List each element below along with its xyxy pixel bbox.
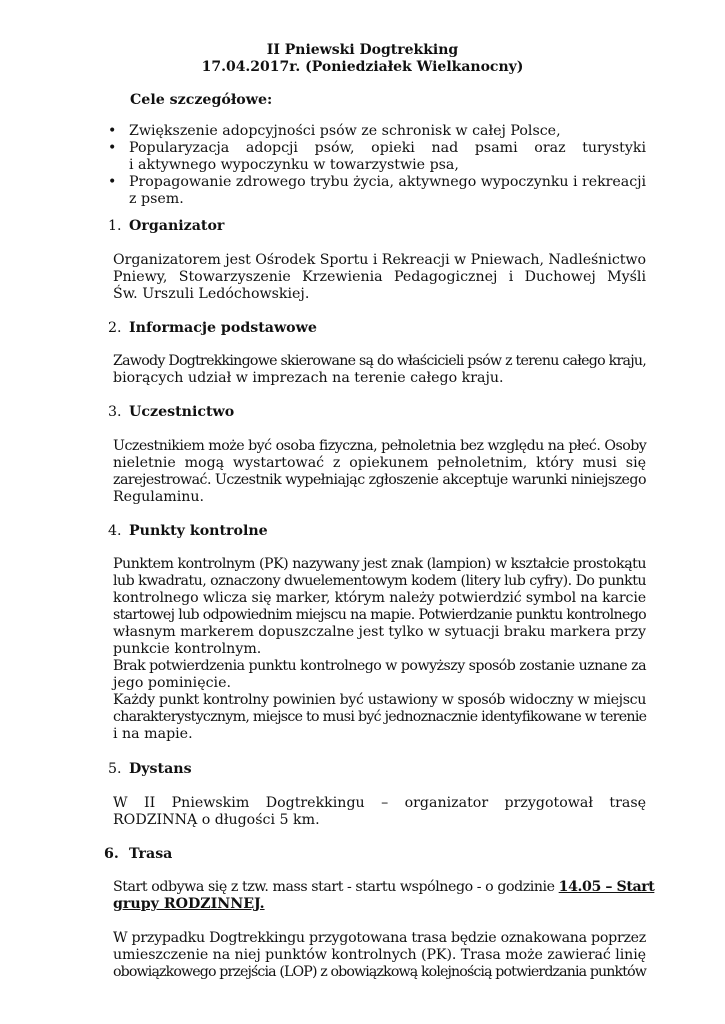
list-item: • Zwiększenie adopcyjności psów ze schronisk w całej Polsce,	[108, 123, 561, 139]
goals-heading: Cele szczegółowe:	[130, 92, 273, 108]
section-body-organizator: Organizatorem jest Ośrodek Sportu i Rekreacji w Pniewach, Nadleśnictwo Pniewy, Stowarzyszenie Krzewienia Pedagogicznej i Duchowej Myśli Św. Urszuli Ledóchowskiej.	[113, 252, 646, 302]
bullet-icon: •	[108, 174, 117, 190]
section-heading-informacje: 2. Informacje podstawowe	[108, 320, 317, 336]
bullet-icon: •	[108, 123, 117, 139]
document-subtitle: 17.04.2017r. (Poniedziałek Wielkanocny)	[201, 59, 524, 75]
section-heading-dystans: 5. Dystans	[108, 761, 192, 777]
section-body-punkty: Punktem kontrolnym (PK) nazywany jest znak (lampion) w kształcie prostokątu lub kwadratu, oznaczony dwuelementowym kodem (litery lub cyfry). Do punktu kontrolnego wlicza się marker, którym należy potwierdzić symbol na karcie startowej lub odpowiednim miejscu na mapie. Potwierdzanie punktu kontrolnego własnym markerem dopuszczalne jest tylko w sytuacji braku markera przy punkcie kontrolnym. Brak potwierdzenia punktu kontrolnego w powyższy sposób zostanie uznane za jego pominięcie. Każdy punkt kontrolny powinien być ustawiony w sposób widoczny w miejscu charakterystycznym, miejsce to musi być jednoznacznie identyfikowane w terenie i na mapie.	[113, 556, 647, 742]
document-title: II Pniewski Dogtrekking	[266, 42, 459, 58]
goals-list	[108, 123, 646, 208]
section-body-trasa: W przypadku Dogtrekkingu przygotowana trasa będzie oznakowana poprzez umieszczenie na niej punktów kontrolnych (PK). Trasa może zawierać linię obowiązkowego przejścia (LOP) z obowiązkową kolejnością potwierdzania punktów	[113, 930, 646, 980]
section-heading-organizator: 1. Organizator	[108, 218, 225, 234]
section-body-informacje: Zawody Dogtrekkingowe skierowane są do właścicieli psów z terenu całego kraju, biorących udział w imprezach na terenie całego kraju.	[113, 353, 646, 386]
section-body-dystans: W II Pniewskim Dogtrekkingu – organizator przygotował trasę RODZINNĄ o długości 5 km.	[113, 795, 646, 828]
start-group: grupy RODZINNEJ.	[113, 896, 265, 912]
start-time: 14.05 – Start	[558, 879, 655, 895]
section-start-info: Start odbywa się z tzw. mass start - startu wspólnego - o godzinie 14.05 – Start grupy RODZINNEJ.	[113, 879, 655, 912]
section-body-uczestnictwo: Uczestnikiem może być osoba fizyczna, pełnoletnia bez względu na płeć. Osoby nieletnie mogą wystartować z opiekunem pełnoletnim, który musi się zarejestrować. Uczestnik wypełniając zgłoszenie akceptuje warunki niniejszego Regulaminu.	[113, 438, 647, 505]
list-item: • Popularyzacja adopcji psów, opieki nad psami oraz turystyki i aktywnego wypoczynku w towarzystwie psa,	[108, 140, 646, 173]
section-heading-trasa: 6. Trasa	[104, 846, 173, 862]
list-item: • Propagowanie zdrowego trybu życia, aktywnego wypoczynku i rekreacji z psem.	[108, 174, 646, 207]
bullet-icon: •	[108, 140, 117, 156]
section-heading-punkty: 4. Punkty kontrolne	[108, 523, 268, 539]
section-heading-uczestnictwo: 3. Uczestnictwo	[108, 404, 235, 420]
